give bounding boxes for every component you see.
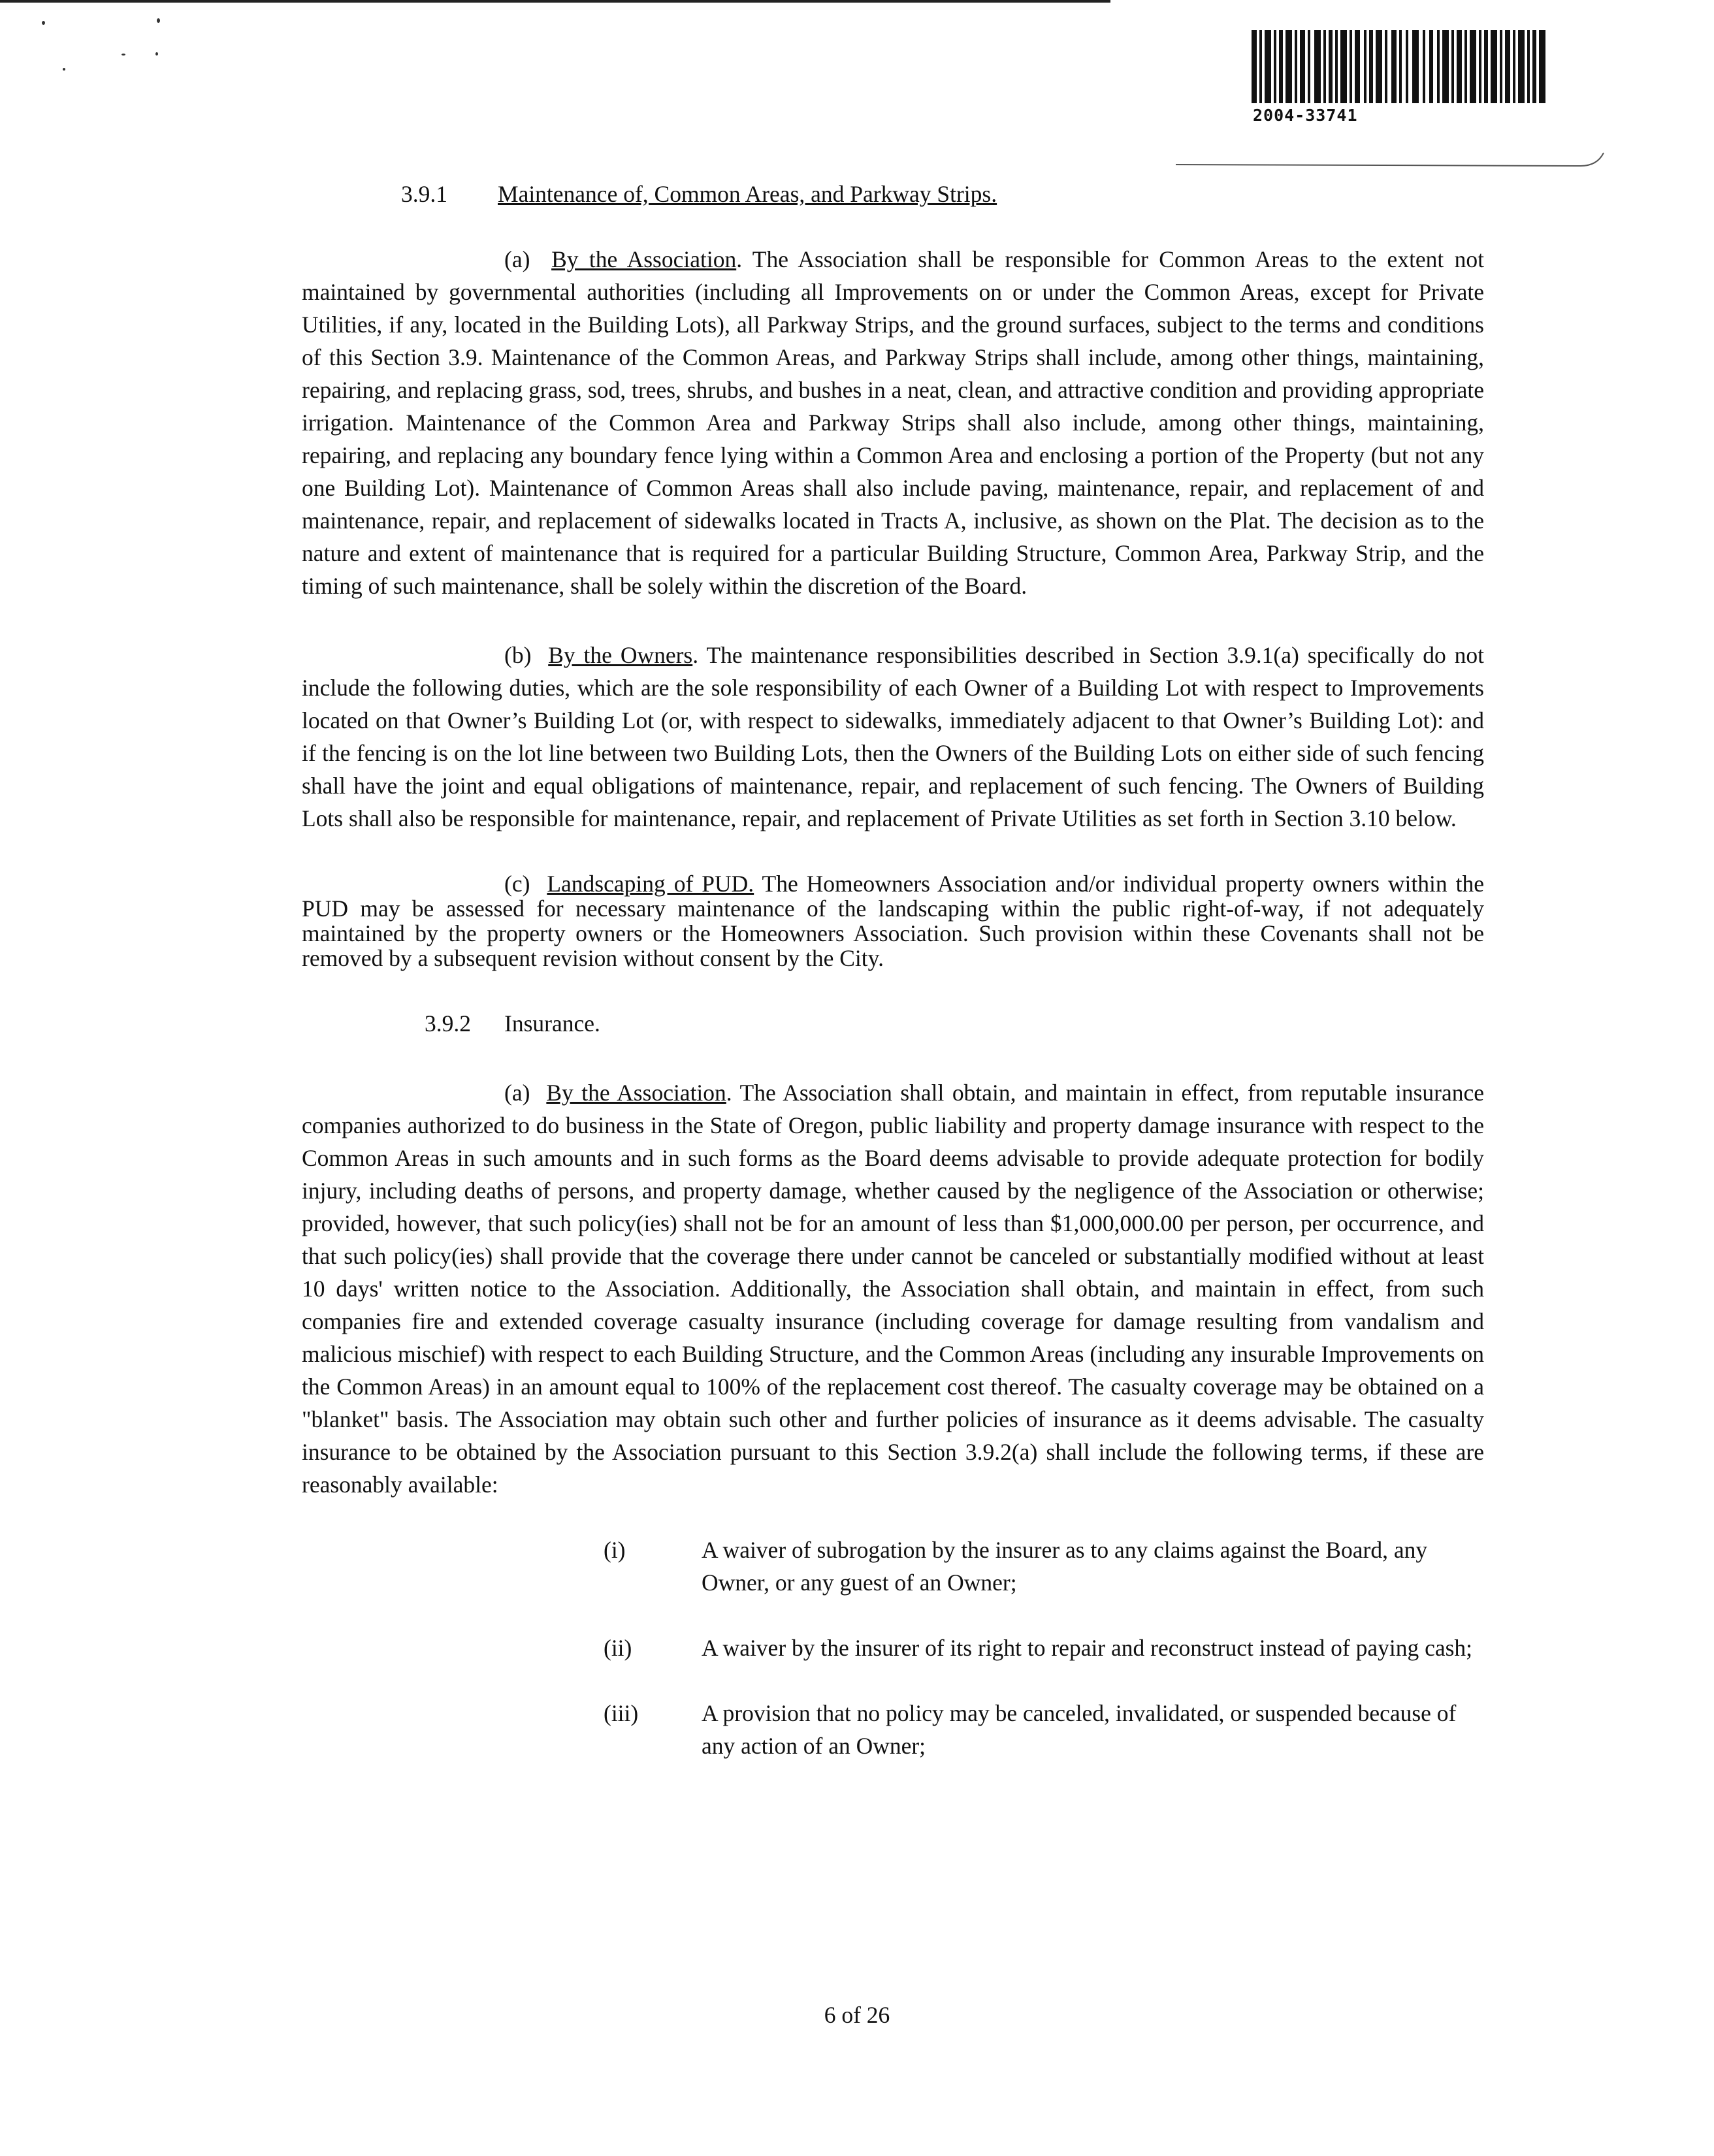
list-marker: (iii) — [604, 1700, 639, 1726]
paragraph-heading: By the Association — [546, 1080, 726, 1106]
paragraph-text: . The maintenance responsibilities described in Section 3.9.1(a) specifically do not include the following duties, which are the sole responsibility of each Owner of a Building Lot with respect to Improvements located on that Owner’s Building Lot (or, with respect to sidewalks, immediately adjacent to that Owner’s Building Lot): and if the fencing is on the lot line between two Building Lots, then the Owners of the Building Lots on either side of such fencing shall have the joint and equal obligations of maintenance, repair, and replacement of such fencing. The Owners of Building Lots shall also be responsible for maintenance, repair, and replacement of Private Utilities as set forth in Section 3.10 below. — [302, 642, 1485, 831]
list-item-text: A provision that no policy may be canceled, invalidated, or suspended because of any action of an Owner; — [702, 1700, 1457, 1759]
section-3-9-2-heading — [302, 1007, 1484, 1040]
list-item — [604, 1534, 1484, 1599]
list-marker: (ii) — [604, 1635, 632, 1661]
insurance-terms-list — [302, 1534, 1484, 1762]
barcode-icon — [1252, 30, 1545, 103]
scan-speck — [121, 54, 125, 56]
document-number: 2004-33741 — [1253, 106, 1358, 125]
scan-speck — [155, 52, 158, 56]
scan-curve-line — [1176, 149, 1607, 175]
paragraph-3-9-2-a — [302, 1076, 1484, 1501]
document-body — [302, 178, 1484, 1795]
paragraph-3-9-1-a — [302, 243, 1484, 602]
scan-speck — [42, 21, 45, 25]
section-title: Maintenance of, Common Areas, and Parkway Strips. — [498, 181, 997, 207]
list-item — [604, 1632, 1484, 1664]
paragraph-text: . The Association shall be responsible for Common Areas to the extent not maintained by governmental authorities (including all Improvements on or under the Common Areas, except for Private Utilities, if any, located in the Building Lots), all Parkway Strips, and the ground surfaces, subject to the terms and conditions of this Section 3.9. Maintenance of the Common Areas, and Parkway Strips shall include, among other things, maintaining, repairing, and replacing grass, sod, trees, shrubs, and bushes in a neat, clean, and attractive condition and providing appropriate irrigation. Maintenance of the Common Area and Parkway Strips shall also include, among other things, maintaining, repairing, and replacing any boundary fence lying within a Common Area and enclosing a portion of the Property (but not any one Building Lot). Maintenance of Common Areas shall also include paving, maintenance, repair, and replacement of and maintenance, repair, and replacement of sidewalks located in Tracts A, inclusive, as shown on the Plat. The decision as to the nature and extent of maintenance that is required for a particular Building Structure, Common Area, Parkway Strip, and the timing of such maintenance, shall be solely within the discretion of the Board. — [302, 246, 1484, 599]
scan-speck — [63, 68, 65, 71]
paragraph-label: (b) — [504, 642, 532, 668]
list-item-text: A waiver by the insurer of its right to repair and reconstruct instead of paying cash; — [702, 1635, 1473, 1661]
paragraph-3-9-1-c — [302, 871, 1484, 971]
paragraph-heading: Landscaping of PUD. — [547, 871, 754, 897]
section-number: 3.9.2 — [425, 1010, 471, 1037]
paragraph-3-9-1-b — [302, 639, 1484, 835]
paragraph-heading: By the Association — [551, 246, 737, 272]
paragraph-label: (a) — [504, 1080, 530, 1106]
list-item-text: A waiver of subrogation by the insurer as to any claims against the Board, any Owner, or any guest of an Owner; — [702, 1537, 1428, 1596]
list-marker: (i) — [604, 1537, 626, 1563]
paragraph-label: (a) — [504, 246, 530, 272]
section-number: 3.9.1 — [401, 181, 447, 207]
page-number: 6 of 26 — [824, 2002, 890, 2028]
recording-barcode — [1252, 30, 1545, 125]
section-3-9-1-heading — [302, 178, 1484, 210]
scan-top-edge — [0, 0, 1110, 3]
paragraph-label: (c) — [504, 871, 530, 897]
paragraph-heading: By the Owners — [548, 642, 693, 668]
paragraph-text: The Homeowners Association and/or individual property owners within the PUD may be assessed for necessary maintenance of the landscaping within the public right-of-way, if not adequately maintained by the property owners or the Homeowners Association. Such provision within these Covenants shall not be removed by a subsequent revision without consent by the City. — [302, 871, 1484, 971]
scan-speck — [157, 18, 160, 23]
section-title: Insurance. — [504, 1010, 600, 1037]
list-item — [604, 1697, 1484, 1762]
paragraph-text: . The Association shall obtain, and maintain in effect, from reputable insurance companies authorized to do business in the State of Oregon, public liability and property damage insurance with respect to the Common Areas in such amounts and in such forms as the Board deems advisable to provide adequate protection for bodily injury, including deaths of persons, and property damage, whether caused by the negligence of the Association or otherwise; provided, however, that such policy(ies) shall not be for an amount of less than $1,000,000.00 per person, per occurrence, and that such policy(ies) shall provide that the coverage there under cannot be canceled or substantially modified without at least 10 days' written notice to the Association. Additionally, the Association shall obtain, and maintain in effect, from such companies fire and extended coverage casualty insurance (including coverage for damage resulting from vandalism and malicious mischief) with respect to each Building Structure, and the Common Areas (including any insurable Improvements on the Common Areas) in an amount equal to 100% of the replacement cost thereof. The casualty coverage may be obtained on a "blanket" basis. The Association may obtain such other and further policies of insurance as it deems advisable. The casualty insurance to be obtained by the Association pursuant to this Section 3.9.2(a) shall include the following terms, if these are reasonably available: — [302, 1080, 1484, 1498]
